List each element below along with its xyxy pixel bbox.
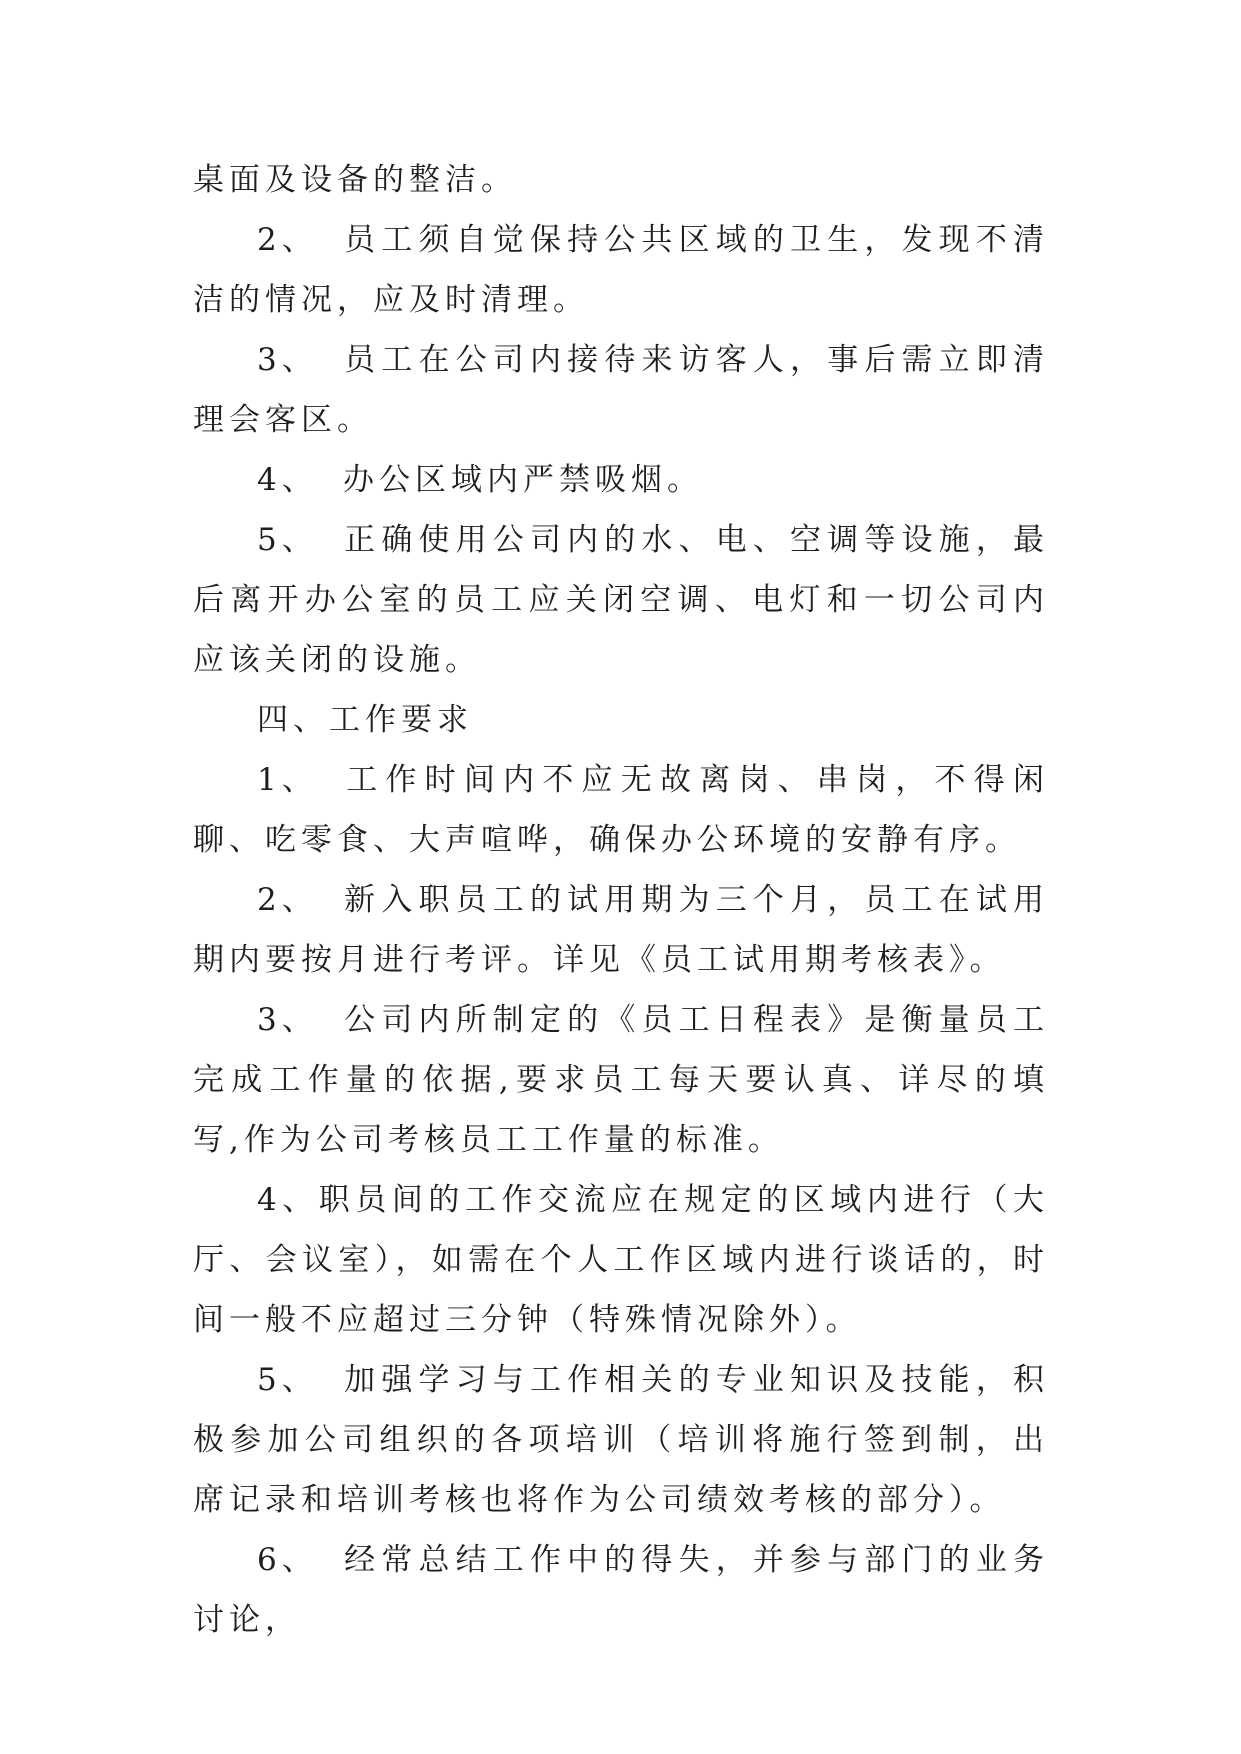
item-number: 4、 [257, 1182, 319, 1218]
list-item [193, 210, 1049, 330]
item-text: 员工须自觉保持公共区域的卫生，发现不清洁的情况，应及时清理。 [193, 222, 1049, 318]
list-item [193, 330, 1049, 450]
list-item [193, 1530, 1049, 1650]
item-text: 职员间的工作交流应在规定的区域内进行（大厅、会议室），如需在个人工作区域内进行谈话的，时间一般不应超过三分钟（特殊情况除外）。 [193, 1182, 1049, 1338]
item-text: 新入职员工的试用期为三个月，员工在试用期内要按月进行考评。详见《员工试用期考核表》。 [193, 882, 1049, 978]
item-text: 办公区域内严禁吸烟。 [343, 462, 703, 498]
item-number: 6、 [257, 1542, 318, 1578]
item-text: 工作时间内不应无故离岗、串岗，不得闲聊、吃零食、大声喧哗，确保办公环境的安静有序。 [193, 762, 1049, 858]
item-text: 员工在公司内接待来访客人，事后需立即清理会客区。 [193, 342, 1049, 438]
list-item [193, 870, 1049, 990]
list-item [193, 1350, 1049, 1530]
section-heading: 四、工作要求 [257, 702, 473, 738]
document-page [193, 150, 1049, 1650]
item-number: 5、 [257, 1362, 318, 1398]
list-item [193, 1170, 1049, 1350]
item-text: 加强学习与工作相关的专业知识及技能，积极参加公司组织的各项培训（培训将施行签到制，出席记录和培训考核也将作为公司绩效考核的部分）。 [193, 1362, 1049, 1518]
item-number: 3、 [257, 1002, 318, 1038]
list-item [193, 510, 1049, 690]
item-number: 2、 [257, 882, 318, 918]
item-text: 正确使用公司内的水、电、空调等设施，最后离开办公室的员工应关闭空调、电灯和一切公司内应该关闭的设施。 [193, 522, 1049, 678]
list-item [193, 990, 1049, 1170]
item-number: 4、 [257, 462, 318, 498]
item-number: 1、 [257, 762, 318, 798]
paragraph-continuation: 桌面及设备的整洁。 [193, 162, 517, 198]
item-number: 5、 [257, 522, 318, 558]
list-item [193, 750, 1049, 870]
item-text: 公司内所制定的《员工日程表》是衡量员工完成工作量的依据,要求员工每天要认真、详尽的填写,作为公司考核员工工作量的标准。 [193, 1002, 1049, 1158]
list-item [193, 450, 1049, 510]
item-number: 3、 [257, 342, 318, 378]
item-text: 经常总结工作中的得失，并参与部门的业务讨论， [193, 1542, 1049, 1638]
item-number: 2、 [257, 222, 318, 258]
